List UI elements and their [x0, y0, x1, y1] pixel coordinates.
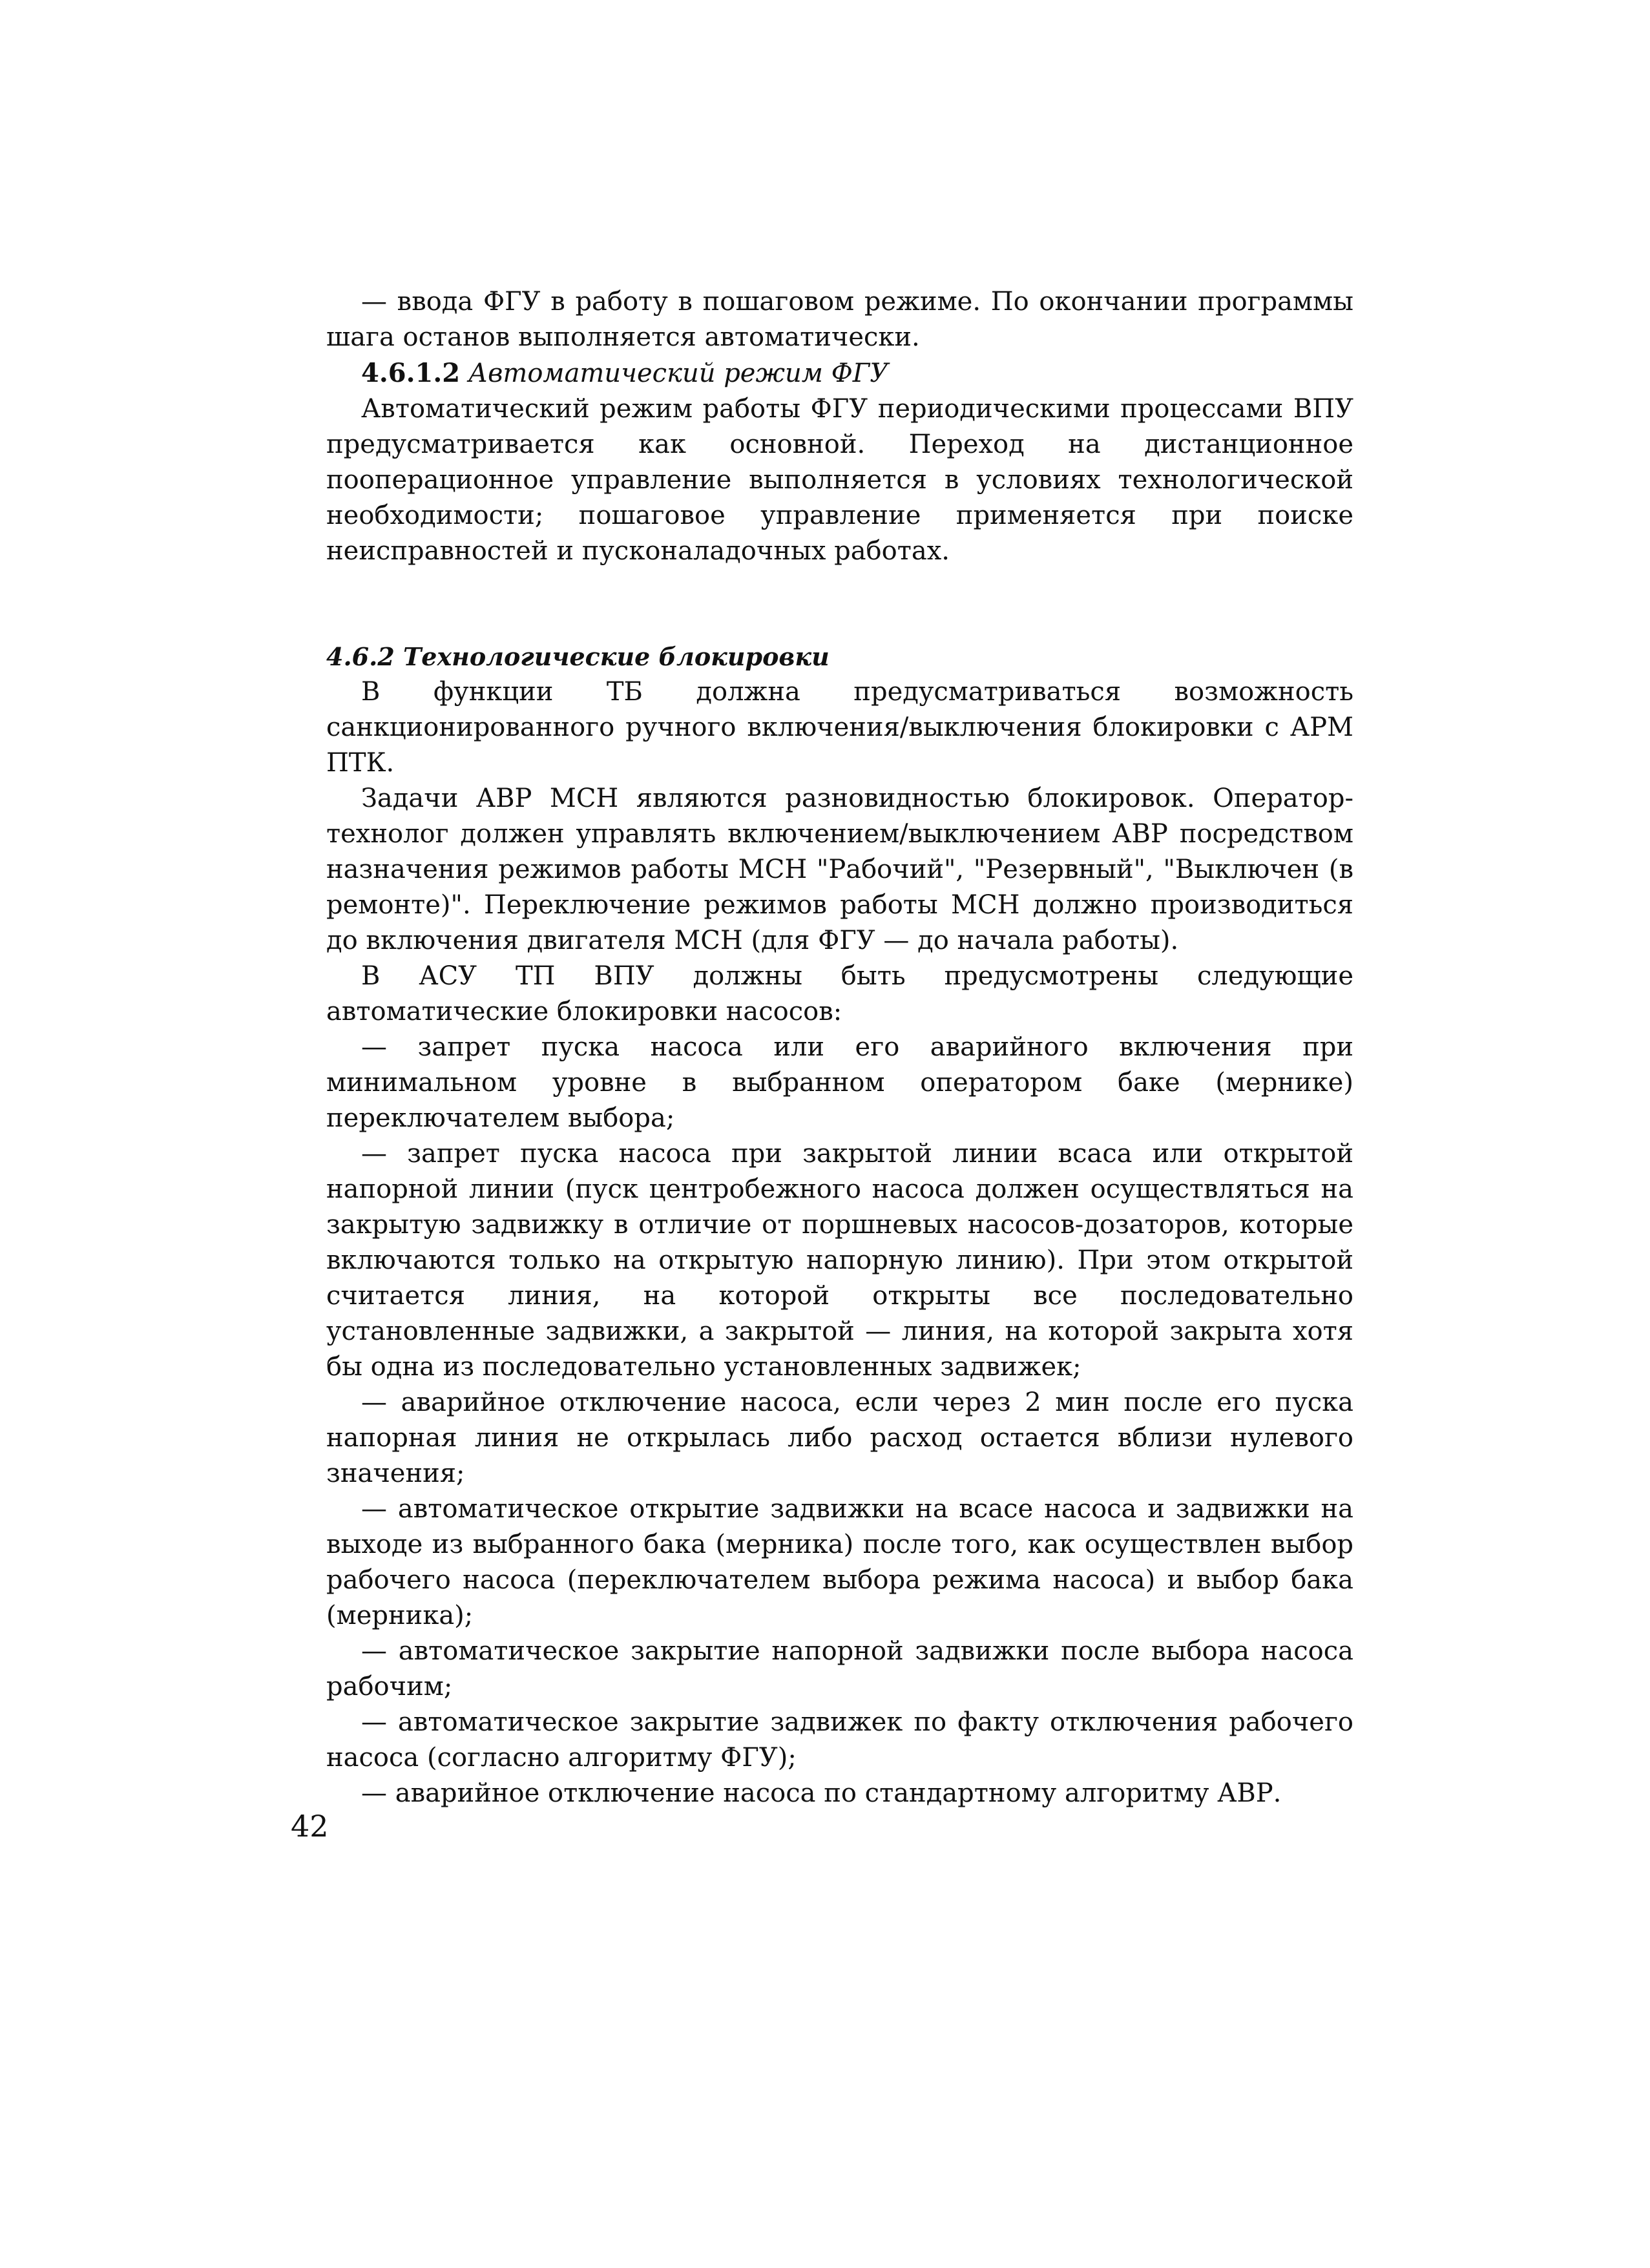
paragraph-avr-tasks: Задачи АВР МСН являются разновидностью блокировок. Оператор-технолог должен управлять включением/выключением АВР посредством назначения режимов работы МСН "Рабочий", "Резервный", "Выключен (в ремонте)". Переключение режимов работы МСН должно производиться до включения двигателя МСН (для ФГУ — до начала работы). [326, 784, 1353, 955]
list-item-auto-close-valves: — автоматическое закрытие задвижек по факту отключения рабочего насоса (согласно алгоритму ФГУ); [326, 1707, 1353, 1773]
section-heading-4-6-1-2 [326, 355, 1353, 391]
section-title: Автоматический режим ФГУ [468, 359, 889, 388]
paragraph-step-mode: — ввода ФГУ в работу в пошаговом режиме. По окончании программы шага останов выполняется автоматически. [326, 287, 1353, 352]
list-item-closed-line: — запрет пуска насоса при закрытой линии всаса или открытой напорной линии (пуск центробежного насоса должен осуществляться на закрытую задвижку в отличие от поршневых насосов-дозаторов, которые включаются только на открытую напорную линию). При этом открытой считается линия, на которой открыты все последовательно установленные задвижки, а закрытой — линия, на которой закрыта хотя бы одна из последовательно установленных задвижек; [326, 1139, 1353, 1382]
paragraph-blockings-intro: В АСУ ТП ВПУ должны быть предусмотрены следующие автоматические блокировки насосов: [326, 961, 1353, 1026]
list-item-auto-close-pressure: — автоматическое закрытие напорной задвижки после выбора насоса рабочим; [326, 1636, 1353, 1701]
subsection-heading-4-6-2: 4.6.2 Технологические блокировки [326, 642, 830, 671]
list-item-auto-open: — автоматическое открытие задвижки на всасе насоса и задвижки на выходе из выбранного бака (мерника) после того, как осуществлен выбор рабочего насоса (переключателем выбора режима насоса) и выбор бака (мерника); [326, 1494, 1353, 1630]
list-item-emergency-stop: — аварийное отключение насоса, если через 2 мин после его пуска напорная линия не открылась либо расход остается вблизи нулевого значения; [326, 1388, 1353, 1488]
page-body [326, 284, 1353, 1811]
paragraph-tb-functions: В функции ТБ должна предусматриваться возможность санкционированного ручного включения/выключения блокировки с АРМ ПТК. [326, 677, 1353, 778]
list-item-avr-stop: — аварийное отключение насоса по стандартному алгоритму АВР. [361, 1778, 1282, 1808]
list-item-min-level: — запрет пуска насоса или его аварийного включения при минимальном уровне в выбранном оператором баке (мернике) переключателем выбора; [326, 1032, 1353, 1133]
paragraph-auto-mode: Автоматический режим работы ФГУ периодическими процессами ВПУ предусматривается как основной. Переход на дистанционное пооперационное управление выполняется в условиях технологической необходимости; пошаговое управление применяется при поиске неисправностей и пусконаладочных работах. [326, 394, 1353, 566]
section-number: 4.6.1.2 [361, 358, 461, 388]
page-number: 42 [291, 1809, 329, 1844]
